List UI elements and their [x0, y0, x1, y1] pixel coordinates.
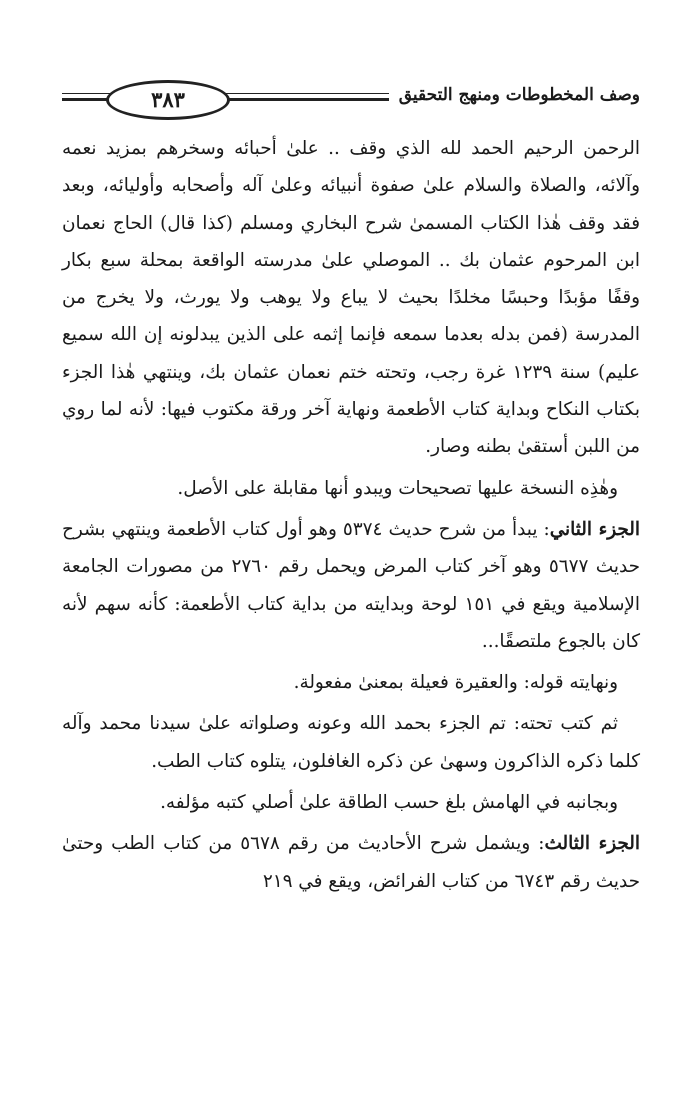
running-header [62, 80, 640, 116]
paragraph-colophon: ثم كتب تحته: تم الجزء بحمد الله وعونه وصلواته علىٰ سيدنا محمد وآله كلما ذكره الذاكرون وسهىٰ عن ذكره الغافلون، يتلوه كتاب الطب. [62, 713, 640, 772]
page-number: ٣٨٣ [106, 80, 230, 120]
paragraph-part-two [62, 511, 640, 660]
running-title: وصف المخطوطات ومنهج التحقيق [389, 84, 640, 106]
paragraph-waqf-inscription: الرحمن الرحيم الحمد لله الذي وقف .. علىٰ أحبائه وسخرهم بمزيد نعمه وآلائه، والصلاة والسلام علىٰ صفوة أنبيائه وعلىٰ آله وأصحابه وأوليائه، وبعد فقد وقف هٰذا الكتاب المسمىٰ شرح البخاري ومسلم (كذا قال) الحاج نعمان ابن المرحوم عثمان بك .. الموصلي علىٰ مدرسته الواقعة بمحلة سبع بكار وقفًا مؤبدًا وحبسًا مخلدًا بحيث لا يباع ولا يوهب ولا يورث، ولا يخرج من المدرسة (فمن بدله بعدما سمعه فإنما إثمه على الذين يبدلونه إن الله سميع عليم) سنة ١٢٣٩ غرة رجب، وتحته ختم نعمان عثمان بك، وينتهي هٰذا الجزء بكتاب النكاح وبداية كتاب الأطعمة ونهاية آخر ورقة مكتوب فيها: لأنه لما روي من اللبن أستقىٰ بطنه وصار. [62, 138, 640, 458]
page-body [62, 130, 640, 900]
paragraph-margin-note: وبجانبه في الهامش بلغ حسب الطاقة علىٰ أصلي كتبه مؤلفه. [160, 792, 618, 814]
part-two-text: : يبدأ من شرح حديث ٥٣٧٤ وهو أول كتاب الأطعمة وينتهي بشرح حديث ٥٦٧٧ وهو آخر كتاب المرض ويحمل رقم ٢٧٦٠ من مصورات الجامعة الإسلامية ويقع في ١٥١ لوحة وبدايته من بداية كتاب الأطعمة: كأنه سهم لأنه كان بالجوع ملتصقًا... [62, 518, 641, 652]
part-two-label: الجزء الثاني [549, 518, 640, 540]
part-three-text: : ويشمل شرح الأحاديث من رقم ٥٦٧٨ من كتاب الطب وحتىٰ حديث رقم ٦٧٤٣ من كتاب الفرائض، ويقع في ٢١٩ [62, 833, 640, 892]
paragraph-corrections-note: وهٰذِه النسخة عليها تصحيحات ويبدو أنها مقابلة على الأصل. [177, 477, 618, 499]
paragraph-part-three [62, 825, 640, 900]
part-three-label: الجزء الثالث [544, 833, 640, 855]
paragraph-part-two-ending: ونهايته قوله: والعقيرة فعيلة بمعنىٰ مفعولة. [293, 672, 618, 694]
